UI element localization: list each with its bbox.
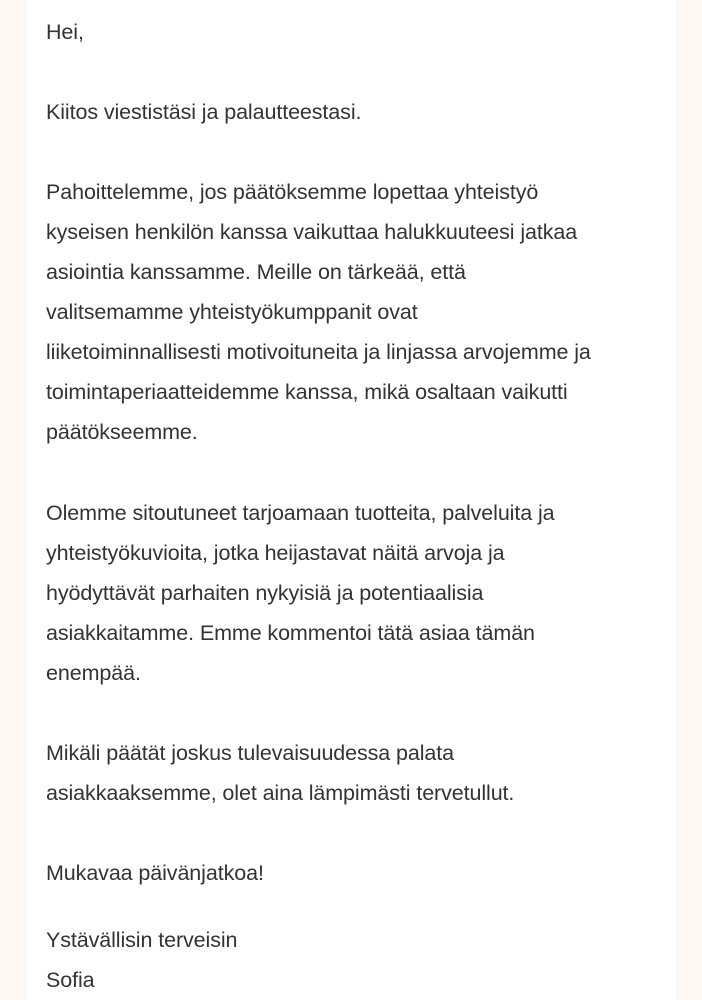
signature: Sofia	[46, 968, 95, 992]
greeting: Hei,	[46, 20, 84, 44]
email-body-card	[27, 0, 676, 1000]
paragraph-line: asiakkaaksemme, olet aina lämpimästi tervetullut.	[46, 781, 515, 805]
sign-off: Ystävällisin terveisin	[46, 928, 238, 952]
paragraph-line: valitsemamme yhteistyökumppanit ovat	[46, 300, 418, 324]
paragraph-line: yhteistyökuvioita, jotka heijastavat näitä arvoja ja	[46, 541, 505, 565]
paragraph-line: Olemme sitoutuneet tarjoamaan tuotteita, palveluita ja	[46, 501, 555, 525]
paragraph-line: Mikäli päätät joskus tulevaisuudessa palata	[46, 741, 455, 765]
paragraph-line: toimintaperiaatteidemme kanssa, mikä osaltaan vaikutti	[46, 380, 568, 404]
paragraph-line: liiketoiminnallisesti motivoituneita ja linjassa arvojemme ja	[46, 340, 591, 364]
paragraph-line: päätökseemme.	[46, 420, 198, 444]
paragraph-line: Pahoittelemme, jos päätöksemme lopettaa yhteistyö	[46, 180, 539, 204]
thanks-line: Kiitos viestistäsi ja palautteestasi.	[46, 100, 362, 124]
closing-wish: Mukavaa päivänjatkoa!	[46, 861, 264, 885]
paragraph-line: hyödyttävät parhaiten nykyisiä ja potentiaalisia	[46, 581, 484, 605]
paragraph-line: asiointia kanssamme. Meille on tärkeää, että	[46, 260, 466, 284]
paragraph-line: asiakkaitamme. Emme kommentoi tätä asiaa tämän	[46, 621, 535, 645]
paragraph-line: enempää.	[46, 661, 141, 685]
paragraph-line: kyseisen henkilön kanssa vaikuttaa halukkuuteesi jatkaa	[46, 220, 578, 244]
